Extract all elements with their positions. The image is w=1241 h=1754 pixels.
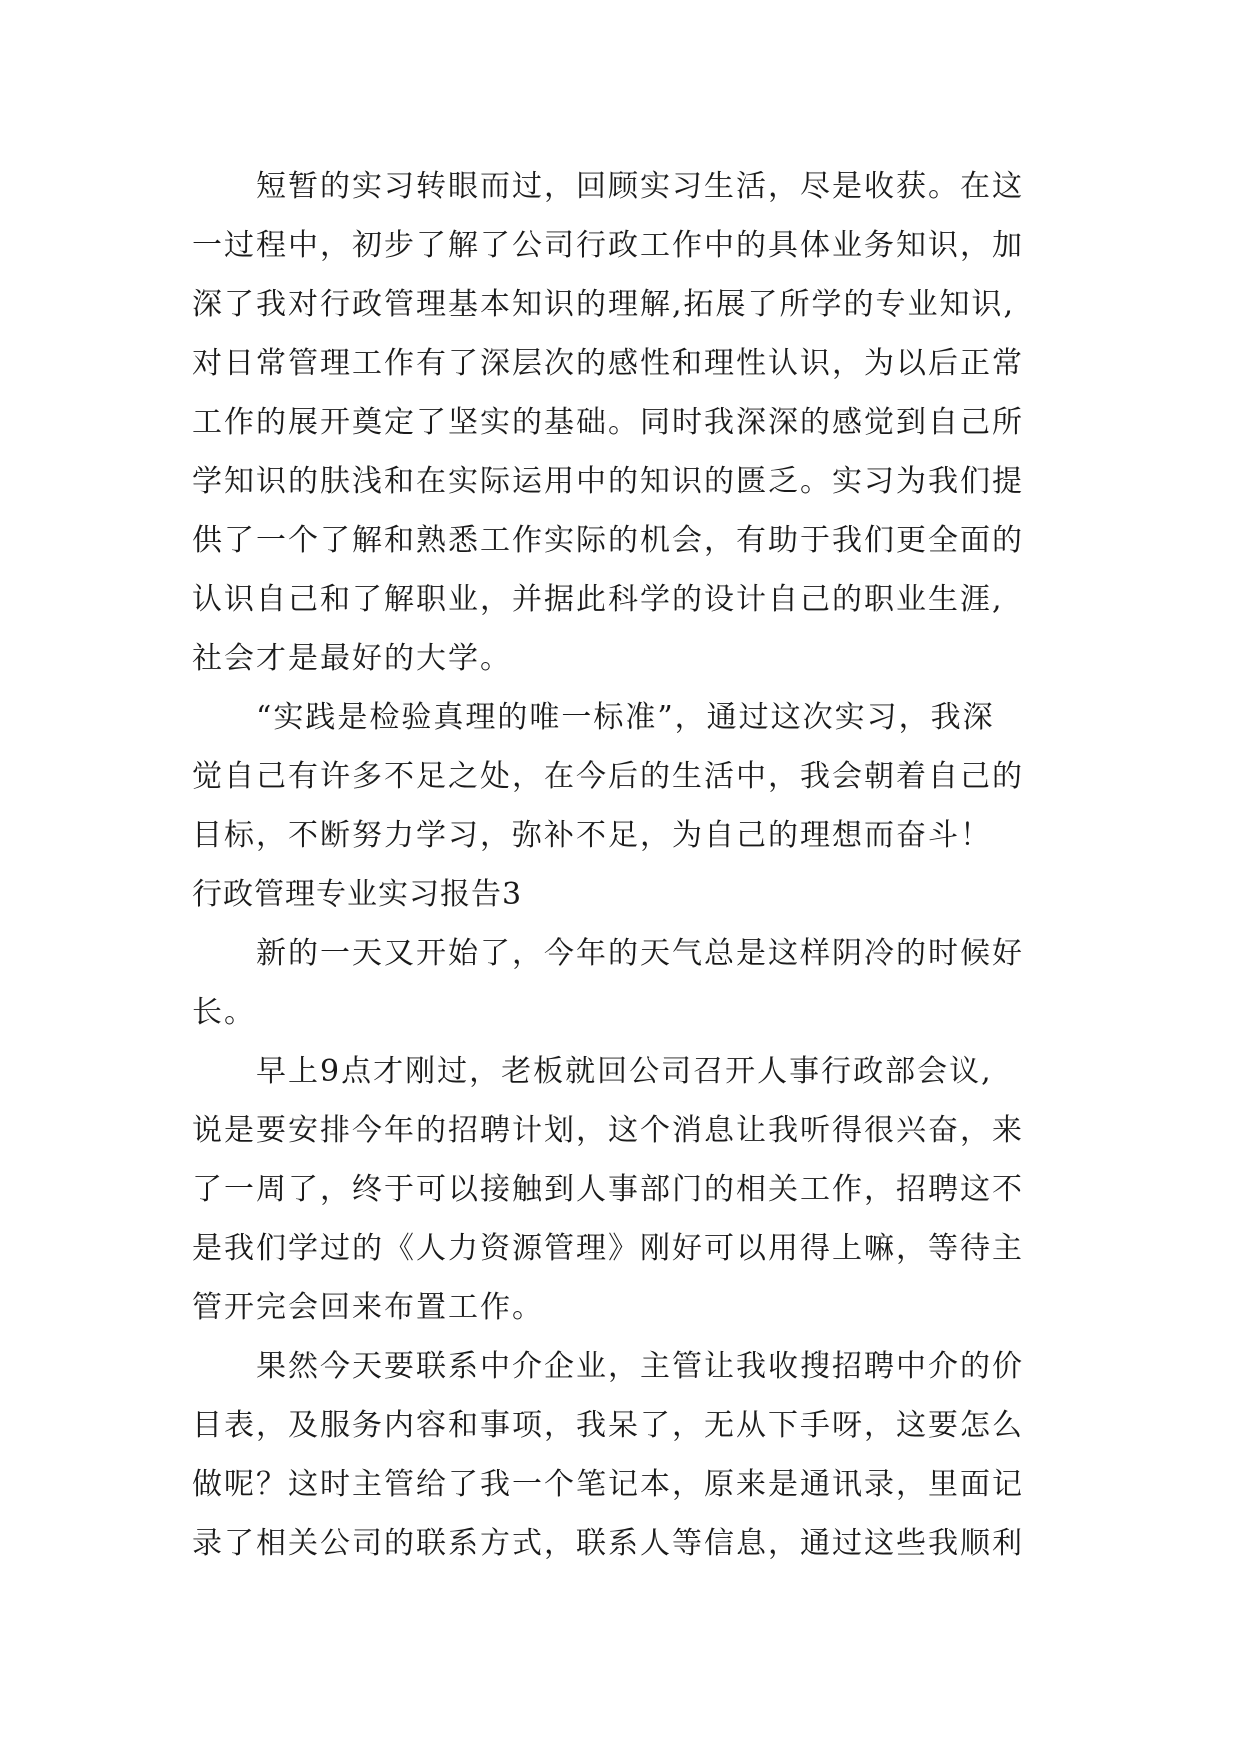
paragraph-5-line-3: 做呢？这时主管给了我一个笔记本，原来是通讯录，里面记 (192, 1467, 1024, 1502)
paragraph-5-line-2: 目表，及服务内容和事项，我呆了，无从下手呀，这要怎么 (192, 1408, 1024, 1443)
paragraph-3-line-2: 长。 (192, 995, 256, 1030)
paragraph-2-line-1: “实践是检验真理的唯一标准”，通过这次实习，我深 (256, 700, 995, 735)
paragraph-2-line-3: 目标，不断努力学习，弥补不足，为自己的理想而奋斗！ (192, 818, 992, 853)
paragraph-5-line-4: 录了相关公司的联系方式，联系人等信息，通过这些我顺利 (192, 1526, 1024, 1561)
paragraph-1-line-9: 社会才是最好的大学。 (192, 641, 512, 676)
paragraph-4-line-2: 说是要安排今年的招聘计划，这个消息让我听得很兴奋，来 (192, 1113, 1024, 1148)
paragraph-1-line-6: 学知识的肤浅和在实际运用中的知识的匮乏。实习为我们提 (192, 464, 1024, 499)
paragraph-2-line-2: 觉自己有许多不足之处，在今后的生活中，我会朝着自己的 (192, 759, 1024, 794)
paragraph-4-line-1: 早上9点才刚过，老板就回公司召开人事行政部会议, (256, 1054, 993, 1089)
paragraph-5-line-1: 果然今天要联系中介企业，主管让我收搜招聘中介的价 (256, 1349, 1024, 1384)
paragraph-1-line-4: 对日常管理工作有了深层次的感性和理性认识，为以后正常 (192, 346, 1024, 381)
paragraph-1-line-5: 工作的展开奠定了坚实的基础。同时我深深的感觉到自己所 (192, 405, 1024, 440)
paragraph-4-line-3: 了一周了，终于可以接触到人事部门的相关工作，招聘这不 (192, 1172, 1024, 1207)
section-heading: 行政管理专业实习报告3 (192, 877, 523, 912)
paragraph-1-line-1: 短暂的实习转眼而过，回顾实习生活，尽是收获。在这 (256, 169, 1024, 204)
paragraph-4-line-5: 管开完会回来布置工作。 (192, 1290, 544, 1325)
paragraph-1-line-8: 认识自己和了解职业，并据此科学的设计自己的职业生涯, (192, 582, 1004, 617)
paragraph-3-line-1: 新的一天又开始了，今年的天气总是这样阴冷的时候好 (256, 936, 1024, 971)
paragraph-1-line-2: 一过程中，初步了解了公司行政工作中的具体业务知识，加 (192, 228, 1024, 263)
paragraph-1-line-7: 供了一个了解和熟悉工作实际的机会，有助于我们更全面的 (192, 523, 1024, 558)
paragraph-1-line-3: 深了我对行政管理基本知识的理解,拓展了所学的专业知识, (192, 287, 1016, 322)
paragraph-4-line-4: 是我们学过的《人力资源管理》刚好可以用得上嘛，等待主 (192, 1231, 1024, 1266)
